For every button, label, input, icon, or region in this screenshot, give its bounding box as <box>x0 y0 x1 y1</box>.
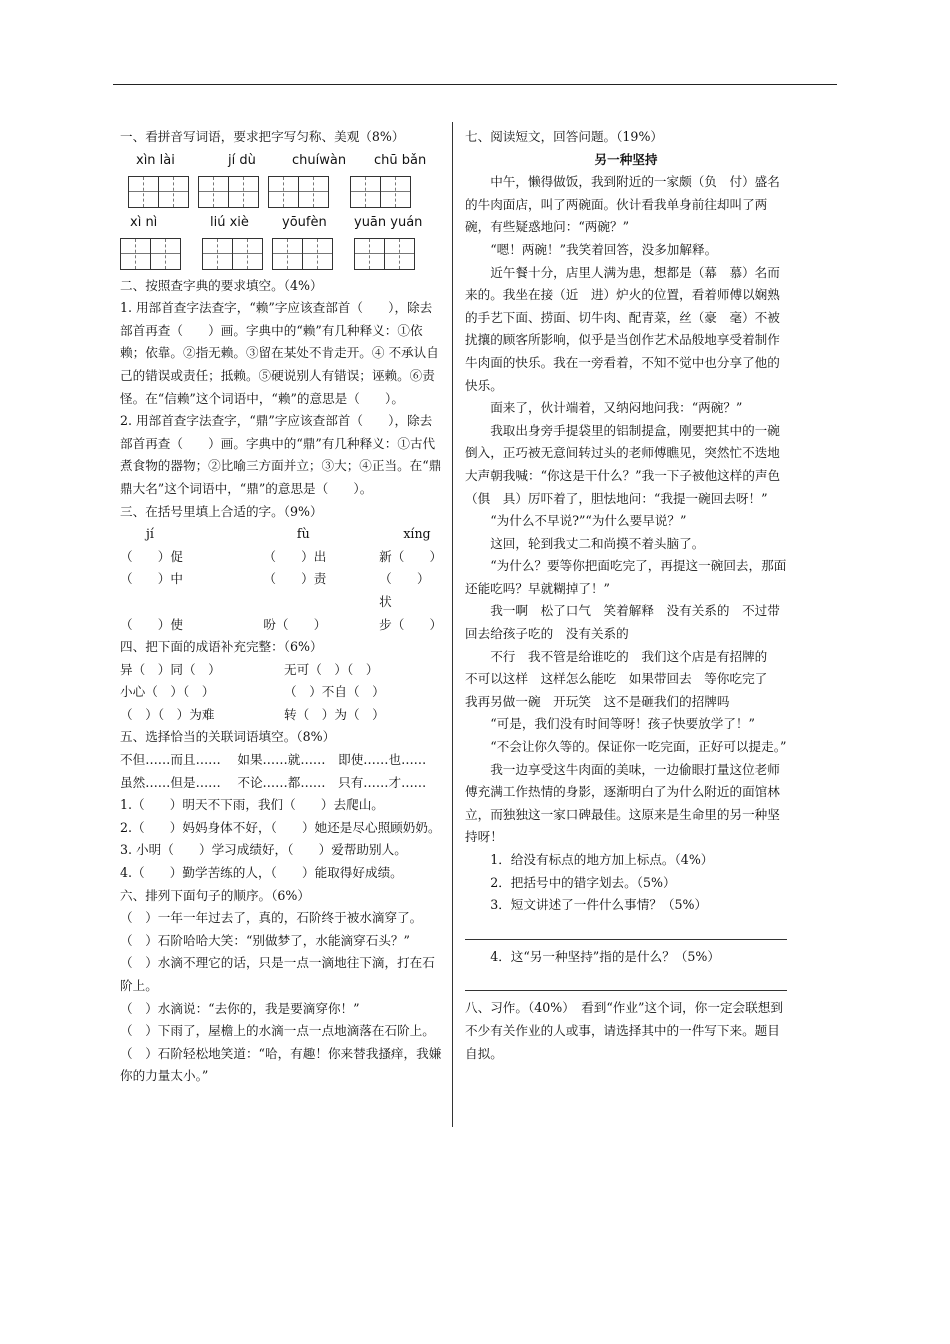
q5-options-1: 不但……而且…… 如果……就…… 即使……也…… <box>120 752 427 768</box>
q5-options-2: 虽然……但是…… 不论……都…… 只有……才…… <box>120 774 427 790</box>
q3-cell: （ ）中 <box>120 571 183 587</box>
story-paragraph: “嗯！两碗！”我笑着回答，没多加解释。 <box>490 241 718 257</box>
q6-sentence-6: （ ）石阶轻松地笑道：“哈，有趣！你来替我搔痒，我嫌你的力量太小。” <box>120 1045 442 1084</box>
q7-question-2: 2．把括号中的错字划去。（5%） <box>490 874 676 890</box>
writing-boxes-row-2 <box>120 237 442 271</box>
q4-cell: （ ）（ ）为难 <box>120 706 215 722</box>
writing-box[interactable] <box>354 238 415 270</box>
q7-question-1: 1．给没有标点的地方加上标点。（4%） <box>490 852 714 867</box>
writing-box[interactable] <box>272 238 333 270</box>
writing-box[interactable] <box>198 176 259 208</box>
q4-row <box>120 681 442 704</box>
q3-title: 三、在括号里填上合适的字。（9%） <box>120 503 323 519</box>
story-paragraph: 近午餐十分，店里人满为患，想都是（幕 慕）名而来的。我坐在接（近 进）炉火的位置，看着师傅以娴熟的手艺下面、捞面、切牛肉、配青菜，丝（豪 毫）不被扰攘的顾客所影响，似乎是当创作艺术品般地享受着制作牛肉面的快乐。我在一旁看着，不知不觉中也分享了他的快乐。 <box>465 264 780 393</box>
q6-sentence-4: （ ）水滴说：“去你的，我是要滴穿你！” <box>120 1000 360 1016</box>
writing-boxes-row-1 <box>120 175 442 209</box>
q3-row <box>120 568 442 613</box>
writing-box[interactable] <box>268 176 329 208</box>
pinyin-row-2 <box>120 213 442 235</box>
q4-row <box>120 659 442 682</box>
story-paragraph: “可是，我们没有时间等呀！孩子快要放学了！” <box>490 716 755 732</box>
q6-sentence-5: （ ）下雨了，屋檐上的水滴一点一点地滴落在石阶上。 <box>120 1023 435 1039</box>
q4-row <box>120 704 442 727</box>
story-paragraph: 中午，懒得做饭，我到附近的一家颇（负 付）盛名的牛肉面店，叫了两碗面。伙计看我单身前往却叫了两碗，有些疑惑地问：“两碗？” <box>465 174 780 235</box>
q7-title: 七、阅读短文，回答问题。（19%） <box>465 129 664 144</box>
q3-header: jí <box>146 526 154 542</box>
q4-title: 四、把下面的成语补充完整：（6%） <box>120 639 323 655</box>
q3-cell: （ ）使 <box>120 616 183 632</box>
q4-cell: 小心（ ）（ ） <box>120 684 215 700</box>
answer-line[interactable] <box>465 968 787 991</box>
q3-header: xíng <box>403 526 431 542</box>
q2-item-1: 1. 用部首查字法查字，“赖”字应该查部首（ ），除去部首再查（ ）画。字典中的“赖”有几种释义：①依赖；依靠。②指无赖。③留在某处不肯走开。④ 不承认自己的错误或责任；抵赖。⑤硬说别人有错误；诬赖。⑥责怪。在“信赖”这个词语中，“赖”的意思是（ ）。 <box>120 300 439 406</box>
q3-row <box>120 546 442 569</box>
q6-sentence-3: （ ）水滴不理它的话，只是一点一滴地往下滴，打在石阶上。 <box>120 955 435 993</box>
q7-question-4: 4．这“另一种坚持”指的是什么？（5%） <box>490 948 720 964</box>
left-column <box>120 126 442 1088</box>
writing-box[interactable] <box>128 176 189 208</box>
pinyin: liú xiè <box>210 215 249 230</box>
story-paragraph: “为什么不早说?”“为什么要早说？” <box>490 513 687 529</box>
pinyin: chū bǎn <box>374 153 427 168</box>
pinyin: yuān yuán <box>354 215 423 230</box>
story-paragraph: 我取出身旁手提袋里的铝制提盒，刚要把其中的一碗倒入，正巧被无意间转过头的老师傅瞧见，突然忙不迭地大声朝我喊：“你这是干什么？”我一下子被他这样的声色（俱 具）厉吓着了，胆怯地问：“我提一碗回去呀！” <box>465 422 781 506</box>
q4-cell: （ ）不自（ ） <box>284 684 385 700</box>
q3-cell: （ ）责 <box>263 571 327 587</box>
answer-line[interactable] <box>465 917 787 940</box>
writing-box[interactable] <box>202 238 263 270</box>
q4-cell: 无可（ ）（ ） <box>284 661 379 677</box>
story-paragraph: “为什么？要等你把面吃完了，再提这一碗回去，那面还能吃吗？早就糊掉了！” <box>465 558 787 596</box>
q6-title: 六、排列下面句子的顺序。（6%） <box>120 887 310 903</box>
q5-sentence-4: 4.（ ）勤学苦练的人，（ ）能取得好成绩。 <box>120 865 403 881</box>
q5-sentence-2: 2.（ ）妈妈身体不好，（ ）她还是尽心照顾奶奶。 <box>120 819 441 835</box>
q8-text: 八、习作。（40%） 看到“作业”这个词，你一定会联想到不少有关作业的人或事，请选择其中的一件写下来。题目自拟。 <box>465 1000 783 1061</box>
q2-title: 二、按照查字典的要求填空。（4%） <box>120 277 323 293</box>
q7-question-3: 3．短文讲述了一件什么事情？（5%） <box>490 897 708 913</box>
q3-cell: 步（ ） <box>379 616 443 632</box>
q4-cell: 异（ ）同（ ） <box>120 661 221 677</box>
writing-box[interactable] <box>350 176 411 208</box>
q5-title: 五、选择恰当的关联词语填空。（8%） <box>120 729 336 745</box>
pinyin-row-1 <box>120 151 442 173</box>
story-title: 另一种坚持 <box>594 151 658 167</box>
q6-sentence-2: （ ）石阶哈哈大笑：“别做梦了，水能滴穿石头？” <box>120 932 410 948</box>
story-paragraph: “不会让你久等的。保证你一吃完面，正好可以提走。” <box>490 739 787 755</box>
writing-box[interactable] <box>120 238 181 270</box>
right-column <box>465 126 787 1065</box>
column-divider <box>452 122 453 1127</box>
story-paragraph: 我一啊 松了口气 笑着解释 没有关系的 不过带回去给孩子吃的 没有关系的 <box>465 603 780 642</box>
q3-cell: （ ）出 <box>263 548 327 564</box>
q4-cell: 转（ ）为（ ） <box>284 706 385 722</box>
q3-pinyin-headers <box>120 523 442 546</box>
q3-cell: （ ）状 <box>379 571 430 609</box>
q5-sentence-3: 3. 小明（ ）学习成绩好，（ ）爱帮助别人。 <box>120 842 407 858</box>
header-rule <box>113 84 837 85</box>
q3-header: fù <box>296 526 310 542</box>
pinyin: xì nì <box>130 215 158 230</box>
q2-item-2: 2. 用部首查字法查字，“鼎”字应该查部首（ ），除去部首再查（ ）画。字典中的“鼎”有几种释义：①古代煮食物的器物；②比喻三方面并立；③大；④正当。在“鼎鼎大名”这个词语中，“鼎”的意思是（ ）。 <box>120 413 442 496</box>
pinyin: chuíwàn <box>292 153 347 168</box>
q3-cell: （ ）促 <box>120 548 183 564</box>
pinyin: jí dù <box>228 153 256 168</box>
story-paragraph: 我一边享受这牛肉面的美味，一边偷眼打量这位老师傅充满工作热情的身影，逐渐明白了为什么附近的面馆林立，而独独这一家口碑最佳。这原来是生命里的另一种坚持呀！ <box>465 761 780 845</box>
story-paragraph: 面来了，伙计端着，又纳闷地问我：“两碗？” <box>490 400 743 416</box>
story-paragraph: 这回，轮到我丈二和尚摸不着头脑了。 <box>490 535 705 551</box>
pinyin: xìn lài <box>136 153 175 168</box>
q3-cell: 吩（ ） <box>263 616 327 632</box>
pinyin: yōufèn <box>282 215 327 230</box>
q1-title: 一、看拼音写词语，要求把字写匀称、美观（8%） <box>120 129 405 144</box>
story-paragraph: 不行 我不管是给谁吃的 我们这个店是有招牌的 不可以这样 这样怎么能吃 如果带回去 等你吃完了 我再另做一碗 开玩笑 这不是砸我们的招牌吗 <box>465 648 780 709</box>
q6-sentence-1: （ ）一年一年过去了，真的，石阶终于被水滴穿了。 <box>120 910 423 926</box>
q5-sentence-1: 1.（ ）明天不下雨，我们（ ）去爬山。 <box>120 797 384 813</box>
q3-cell: 新（ ） <box>379 548 443 564</box>
q3-row <box>120 614 442 637</box>
